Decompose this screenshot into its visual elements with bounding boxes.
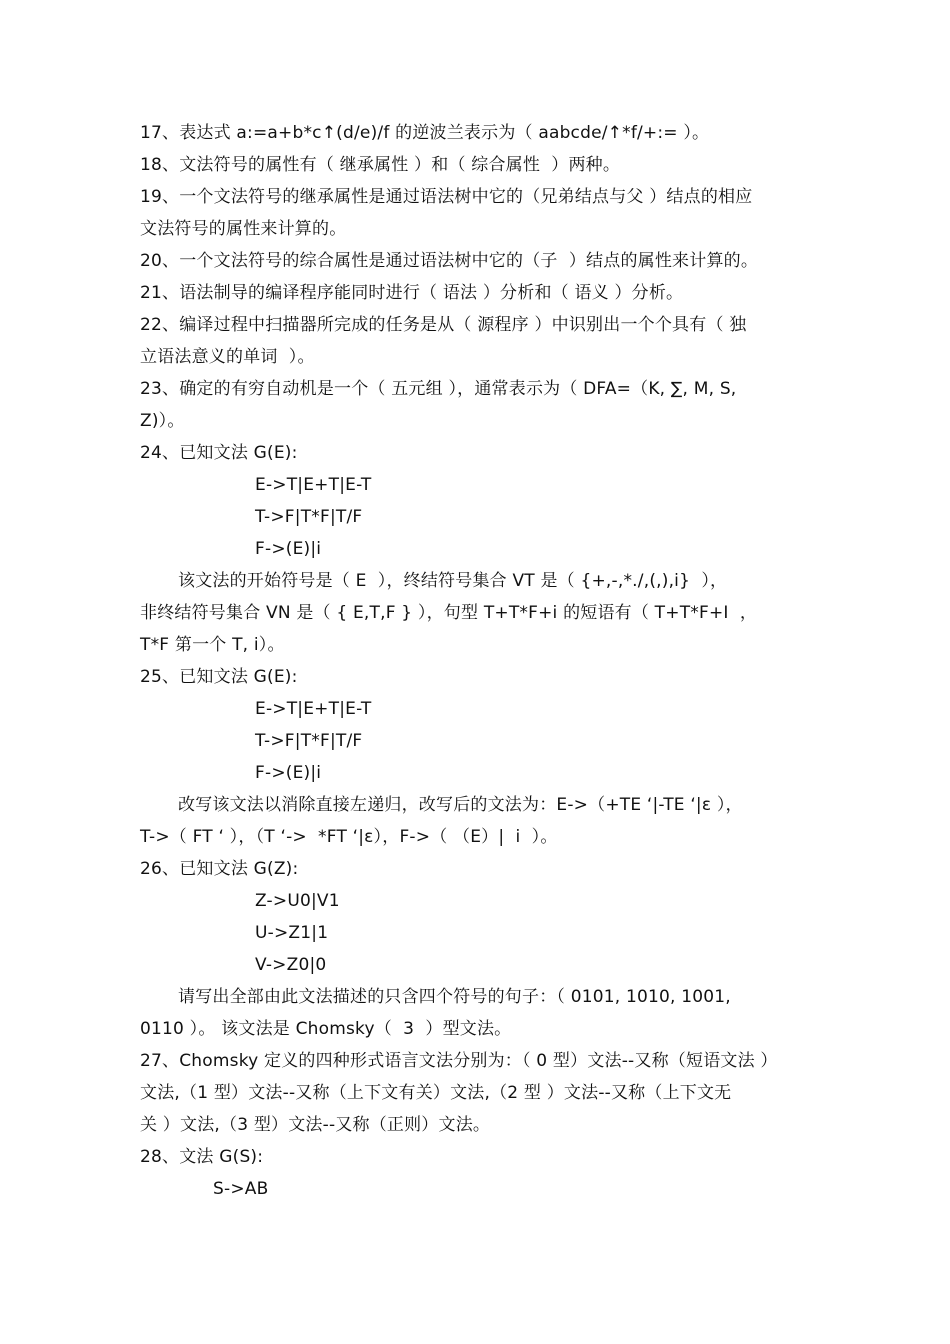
question-20: 20、一个文法符号的综合属性是通过语法树中它的（子 ）结点的属性来计算的。 — [140, 251, 759, 271]
question-27-cont: 关 ）文法,（3 型）文法--又称（正则）文法。 — [140, 1115, 491, 1135]
question-23-cont: Z)）。 — [140, 411, 185, 431]
question-23: 23、确定的有穷自动机是一个（ 五元组 ），通常表示为（ DFA=（K, ∑, M, S, — [140, 379, 737, 399]
question-18: 18、文法符号的属性有（ 继承属性 ）和（ 综合属性 ）两种。 — [140, 155, 621, 175]
question-26-answer-cont: 0110 ）。 该文法是 Chomsky（ 3 ）型文法。 — [140, 1019, 512, 1039]
grammar-rule: Z->U0|V1 — [255, 891, 340, 911]
question-19-cont: 文法符号的属性来计算的。 — [140, 219, 347, 239]
grammar-rule: S->AB — [213, 1179, 269, 1199]
question-24-answer-cont: T*F 第一个 T, i）。 — [140, 635, 285, 655]
grammar-rule: E->T|E+T|E-T — [255, 699, 372, 719]
question-26: 26、已知文法 G(Z): — [140, 859, 299, 879]
question-26-answer: 请写出全部由此文法描述的只含四个符号的句子：（ 0101, 1010, 1001, — [178, 987, 731, 1007]
question-25-answer-cont: T->（ FT ‘ ），（T ‘-> *FT ‘|ε），F->（ （E）| i ）。 — [140, 827, 558, 847]
grammar-rule: T->F|T*F|T/F — [255, 731, 363, 751]
question-25: 25、已知文法 G(E): — [140, 667, 298, 687]
question-25-answer: 改写该文法以消除直接左递归，改写后的文法为：E->（+TE ‘|-TE ‘|ε ）， — [178, 795, 743, 815]
question-19: 19、一个文法符号的继承属性是通过语法树中它的（兄弟结点与父 ）结点的相应 — [140, 187, 753, 207]
question-22: 22、编译过程中扫描器所完成的任务是从（ 源程序 ）中识别出一个个具有（ 独 — [140, 315, 747, 335]
question-22-cont: 立语法意义的单词 ）。 — [140, 347, 315, 367]
question-24: 24、已知文法 G(E): — [140, 443, 298, 463]
question-27-cont: 文法,（1 型）文法--又称（上下文有关）文法,（2 型 ）文法--又称（上下文无 — [140, 1083, 732, 1103]
question-27: 27、Chomsky 定义的四种形式语言文法分别为：（ 0 型）文法--又称（短语文法 ） — [140, 1051, 778, 1071]
grammar-rule: T->F|T*F|T/F — [255, 507, 363, 527]
grammar-rule: U->Z1|1 — [255, 923, 329, 943]
question-21: 21、语法制导的编译程序能同时进行（ 语法 ）分析和（ 语义 ）分析。 — [140, 283, 684, 303]
question-17: 17、表达式 a:=a+b*c↑(d/e)/f 的逆波兰表示为（ aabcde/↑*f/+:= ）。 — [140, 123, 710, 143]
question-28: 28、文法 G(S): — [140, 1147, 264, 1167]
question-24-answer-cont: 非终结符号集合 VN 是（ { E,T,F } ），句型 T+T*F+i 的短语有（ T+T*F+I ， — [140, 603, 758, 623]
grammar-rule: F->(E)|i — [255, 763, 322, 783]
grammar-rule: F->(E)|i — [255, 539, 322, 559]
grammar-rule: E->T|E+T|E-T — [255, 475, 372, 495]
question-24-answer: 该文法的开始符号是（ E ），终结符号集合 VT 是（ {+,-,*./,(,),i} ）， — [178, 571, 728, 591]
grammar-rule: V->Z0|0 — [255, 955, 327, 975]
